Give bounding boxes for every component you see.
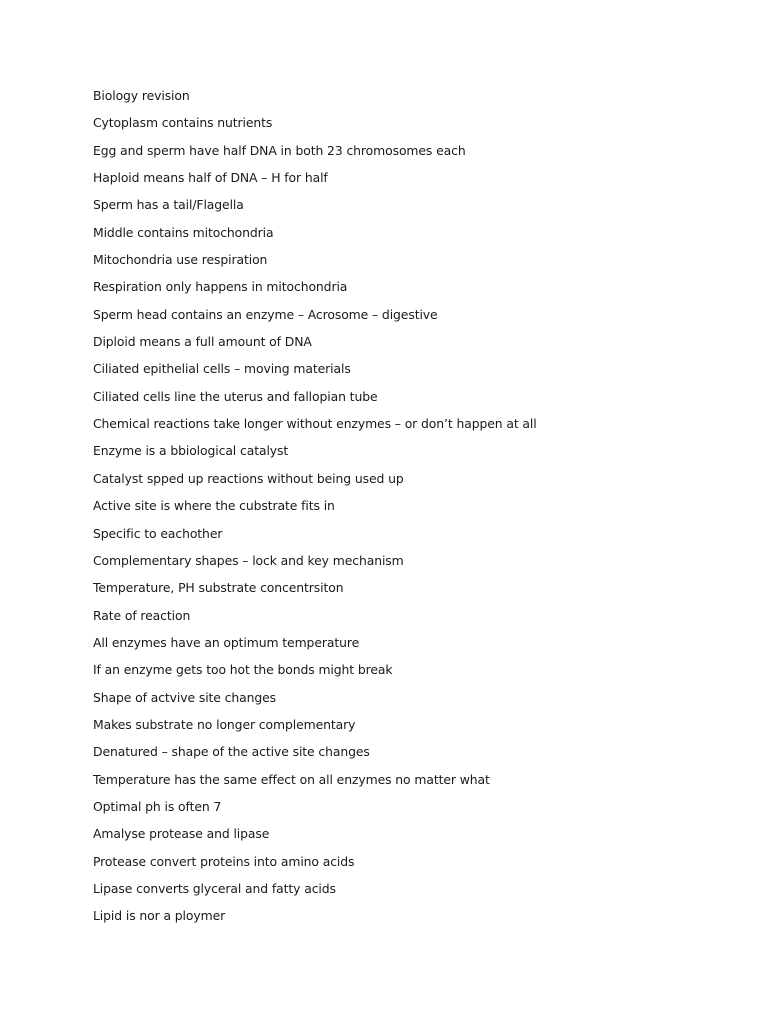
note-line: Amalyse protease and lipase (93, 826, 270, 842)
note-line: Respiration only happens in mitochondria (93, 279, 348, 295)
note-line: Rate of reaction (93, 607, 191, 623)
note-line: Haploid means half of DNA – H for half (93, 170, 328, 186)
note-line: Specific to eachother (93, 525, 223, 541)
note-line: Sperm head contains an enzyme – Acrosome – digestive (93, 306, 438, 322)
note-line: Shape of actvive site changes (93, 689, 277, 705)
note-line: Cytoplasm contains nutrients (93, 115, 273, 131)
note-line: Chemical reactions take longer without enzymes – or don’t happen at all (93, 416, 537, 432)
note-line: Complementary shapes – lock and key mechanism (93, 552, 404, 568)
note-line: Diploid means a full amount of DNA (93, 334, 312, 350)
note-line: Temperature, PH substrate concentrsiton (93, 580, 344, 596)
note-line: Catalyst spped up reactions without being used up (93, 470, 404, 486)
note-line: Ciliated cells line the uterus and fallopian tube (93, 388, 378, 404)
notes-list (93, 86, 537, 934)
note-line: Protease convert proteins into amino acids (93, 853, 355, 869)
note-line: Middle contains mitochondria (93, 224, 274, 240)
note-line: Denatured – shape of the active site changes (93, 744, 370, 760)
note-line: Makes substrate no longer complementary (93, 716, 356, 732)
note-line: Sperm has a tail/Flagella (93, 197, 244, 213)
note-line: All enzymes have an optimum temperature (93, 634, 360, 650)
note-line: Optimal ph is often 7 (93, 798, 222, 814)
note-line: If an enzyme gets too hot the bonds might break (93, 662, 393, 678)
note-line: Enzyme is a bbiological catalyst (93, 443, 289, 459)
note-line: Egg and sperm have half DNA in both 23 chromosomes each (93, 142, 466, 158)
note-line: Biology revision (93, 88, 190, 103)
note-line: Temperature has the same effect on all enzymes no matter what (93, 771, 490, 787)
note-line: Active site is where the cubstrate fits in (93, 498, 335, 514)
note-line: Lipase converts glyceral and fatty acids (93, 880, 336, 896)
note-line: Mitochondria use respiration (93, 252, 268, 268)
note-line: Ciliated epithelial cells – moving materials (93, 361, 351, 377)
note-line: Lipid is nor a ploymer (93, 908, 226, 924)
